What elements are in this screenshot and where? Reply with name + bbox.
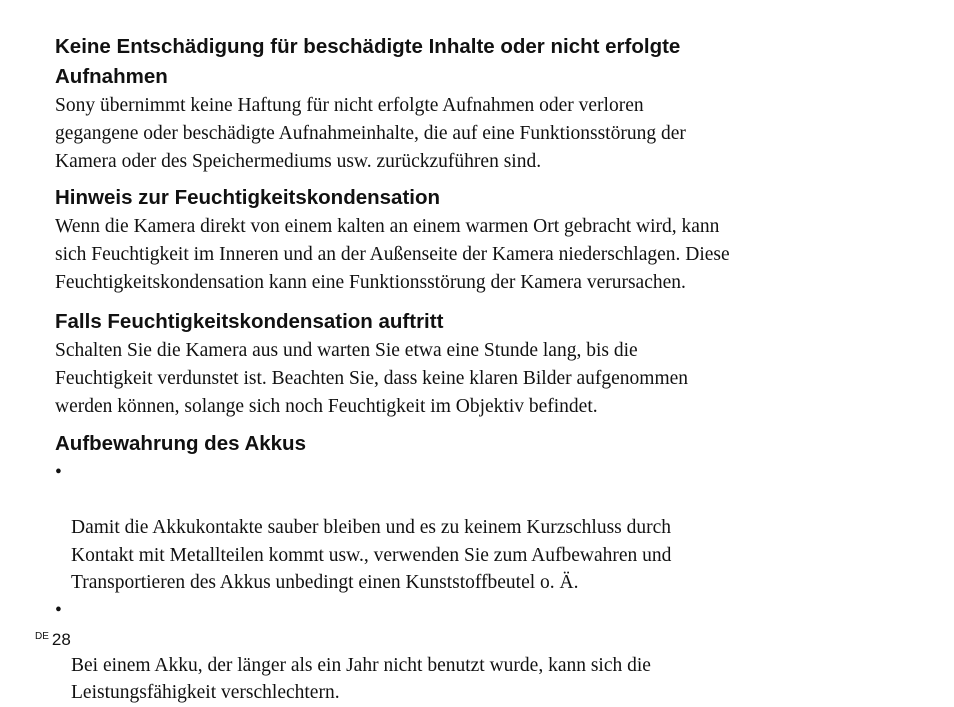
section-condensation-note xyxy=(55,183,875,297)
section-condensation-occurs xyxy=(55,307,875,421)
list-item-text: Bei einem Akku, der länger als ein Jahr nicht benutzt wurde, kann sich die Leistungsfähigkeit verschlechtern. xyxy=(71,654,651,703)
page-number: 28 xyxy=(51,630,71,649)
bullet-list xyxy=(55,459,875,707)
section-no-compensation xyxy=(55,32,875,176)
bullet-icon: • xyxy=(55,462,62,483)
list-item-text: Damit die Akkukontakte sauber bleiben und es zu keinem Kurzschluss durch Kontakt mit Metallteilen kommt usw., verwenden Sie zum Aufbewahren und Transportieren des Akkus unbedingt einen Kunststoffbeutel o. Ä. xyxy=(71,517,672,593)
document-page xyxy=(55,32,875,707)
section-heading: Hinweis zur Feuchtigkeitskondensation xyxy=(55,186,441,209)
list-item xyxy=(55,597,875,707)
section-paragraph: Wenn die Kamera direkt von einem kalten an einem warmen Ort gebracht wird, kann sich Feuchtigkeit im Inneren und an der Außenseite der Kamera niederschlagen. Diese Feuchtigkeitskondensation kann eine Funktionsstörung der Kamera verursachen. xyxy=(55,216,730,293)
section-heading: Aufbewahrung des Akkus xyxy=(55,432,306,455)
section-heading: Keine Entschädigung für beschädigte Inhalte oder nicht erfolgte Aufnahmen xyxy=(55,35,681,88)
list-item xyxy=(55,459,875,597)
section-heading: Falls Feuchtigkeitskondensation auftritt xyxy=(55,310,444,333)
language-code: DE xyxy=(35,631,49,642)
section-paragraph: Sony übernimmt keine Haftung für nicht erfolgte Aufnahmen oder verloren gegangene oder beschädigte Aufnahmeinhalte, die auf eine Funktionsstörung der Kamera oder des Speichermediums usw. zurückzuführen sind. xyxy=(55,95,686,172)
bullet-icon: • xyxy=(55,599,62,621)
section-paragraph: Schalten Sie die Kamera aus und warten Sie etwa eine Stunde lang, bis die Feuchtigkeit verdunstet ist. Beachten Sie, dass keine klaren Bilder aufgenommen werden können, solange sich noch Feuchtigkeit im Objektiv befindet. xyxy=(55,340,689,417)
section-battery-storage xyxy=(55,429,875,707)
page-footer xyxy=(35,630,71,650)
